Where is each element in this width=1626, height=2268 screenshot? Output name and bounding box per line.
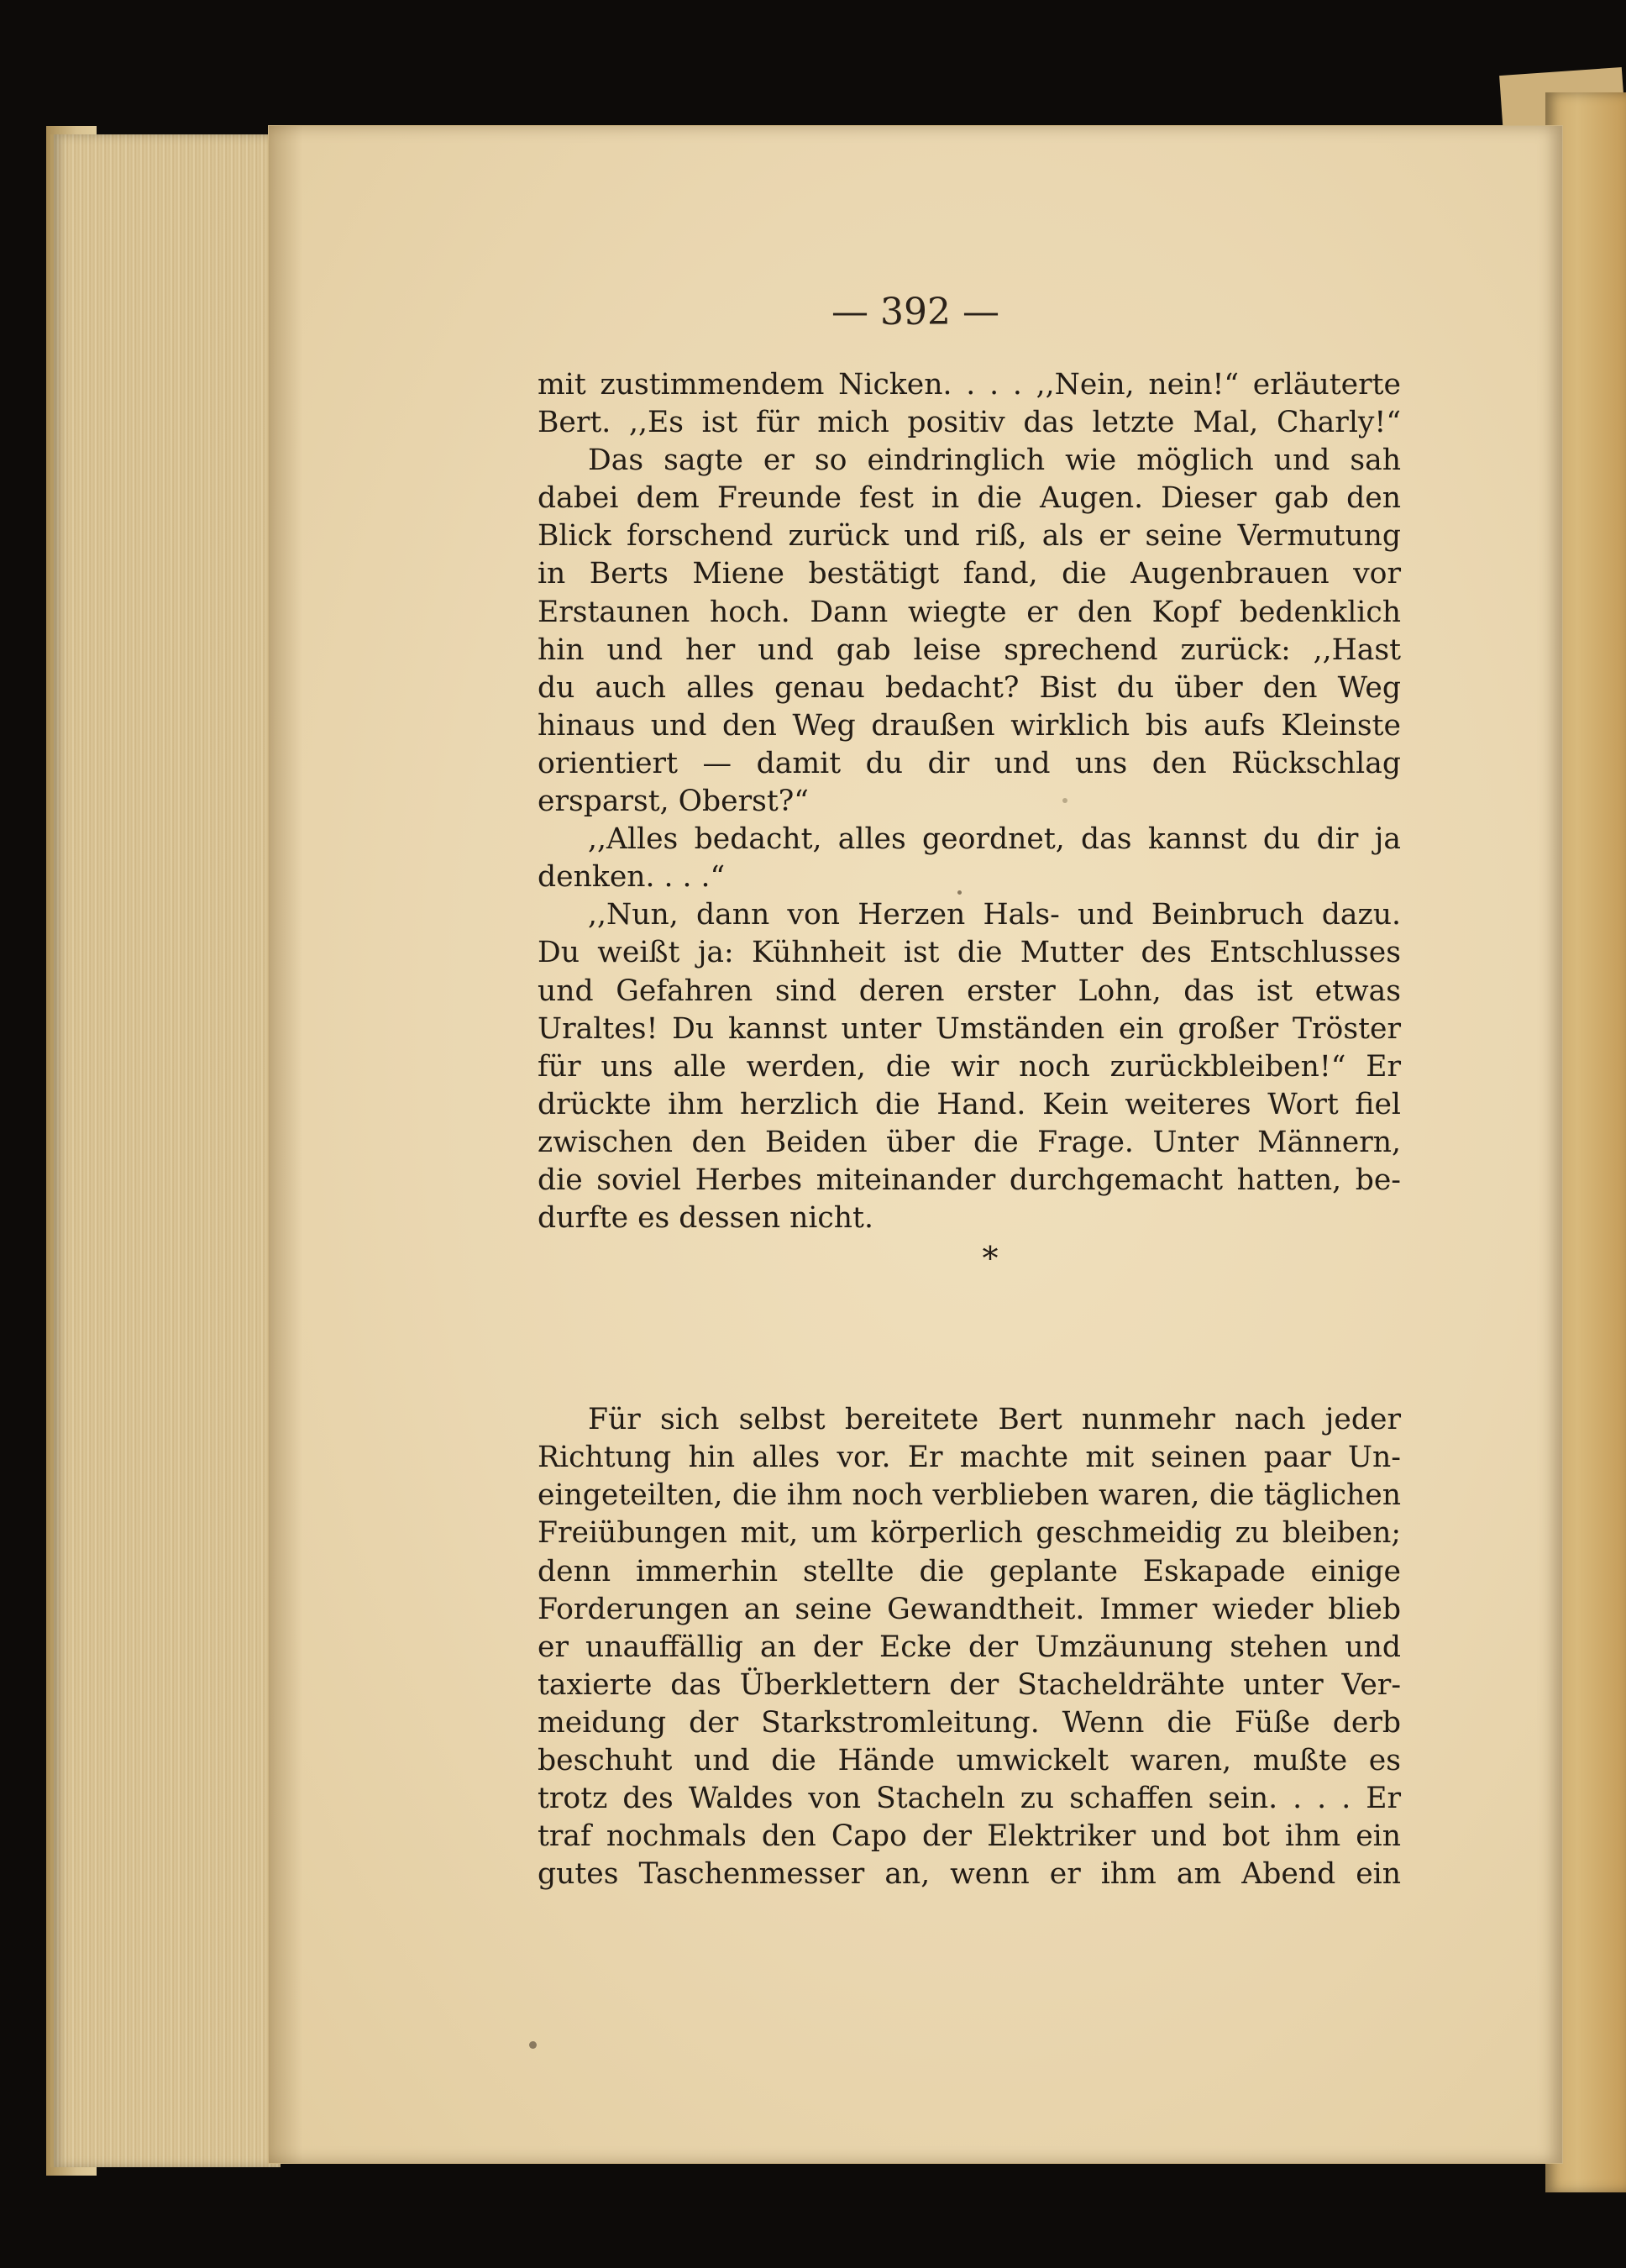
text-line: Das sagte er so eindringlich wie möglich und sah — [588, 444, 1401, 478]
text-line: beschuht und die Hände umwickelt waren, mußte es — [538, 1744, 1401, 1777]
text-line: ,,Alles bedacht, alles geordnet, das kannst du dir ja — [588, 822, 1401, 857]
text-line: Freiübungen mit, um körperlich geschmeidig zu bleiben; — [538, 1516, 1401, 1551]
section-break: * — [982, 1240, 999, 1278]
text-line: trotz des Waldes von Stacheln zu schaffen sein. . . . Er — [538, 1782, 1401, 1816]
text-line: hinaus und den Weg draußen wirklich bis aufs Kleinste — [538, 708, 1401, 743]
text-line: er unauffällig an der Ecke der Umzäunung stehen und — [538, 1630, 1401, 1664]
text-line: eingeteilten, die ihm noch verblieben waren, die täglichen — [538, 1478, 1401, 1513]
text-line: Für sich selbst bereitete Bert nunmehr nach jeder — [588, 1403, 1401, 1437]
body-text — [538, 366, 1401, 1893]
text-line: und Gefahren sind deren erster Lohn, das ist etwas — [538, 974, 1401, 1008]
text-line: Forderungen an seine Gewandtheit. Immer wieder blieb — [538, 1592, 1401, 1626]
text-line: meidung der Starkstromleitung. Wenn die Füße derb — [538, 1705, 1401, 1740]
text-line: dabei dem Freunde fest in die Augen. Dieser gab den — [538, 481, 1401, 516]
text-line: Richtung hin alles vor. Er machte mit seinen paar Un- — [538, 1441, 1401, 1475]
text-line: ersparst, Oberst?“ — [538, 785, 809, 819]
page-stack — [50, 134, 281, 2167]
text-line: die soviel Herbes miteinander durchgemacht hatten, be- — [538, 1163, 1401, 1197]
text-line: traf nochmals den Capo der Elektriker und bot ihm ein — [538, 1819, 1401, 1854]
text-line: ,,Nun, dann von Herzen Hals- und Beinbruch dazu. — [588, 898, 1401, 932]
text-line: taxierte das Überklettern der Stacheldrähte unter Ver- — [538, 1667, 1401, 1702]
text-line: du auch alles genau bedacht? Bist du über den Weg — [538, 670, 1401, 705]
gutter-shadow — [269, 126, 302, 2163]
text-line: Bert. ,,Es ist für mich positiv das letzte Mal, Charly!“ — [538, 406, 1401, 440]
text-line: orientiert — damit du dir und uns den Rückschlag — [538, 746, 1401, 780]
text-line: zwischen den Beiden über die Frage. Unter Männern, — [538, 1125, 1401, 1159]
paper-speck — [529, 2041, 537, 2049]
text-line: Uraltes! Du kannst unter Umständen ein großer Tröster — [538, 1011, 1401, 1046]
text-line: für uns alle werden, die wir noch zurückbleiben!“ Er — [538, 1049, 1401, 1084]
text-line: mit zustimmendem Nicken. . . . ,,Nein, nein!“ erläuterte — [538, 368, 1401, 402]
text-line: Erstaunen hoch. Dann wiegte er den Kopf bedenklich — [538, 595, 1401, 629]
page-number-header: — 392 — — [831, 291, 999, 333]
section-spacing — [538, 1279, 1401, 1401]
text-line: durfte es dessen nicht. — [538, 1201, 873, 1236]
text-line: gutes Taschenmesser an, wenn er ihm am Abend ein — [538, 1857, 1401, 1892]
text-line: Blick forschend zurück und riß, als er seine Vermutung — [538, 519, 1401, 554]
text-line: Du weißt ja: Kühnheit ist die Mutter des Entschlusses — [538, 936, 1401, 970]
text-line: denn immerhin stellte die geplante Eskapade einige — [538, 1554, 1401, 1588]
text-line: drückte ihm herzlich die Hand. Kein weiteres Wort fiel — [538, 1087, 1401, 1121]
text-line: in Berts Miene bestätigt fand, die Augenbrauen vor — [538, 557, 1401, 591]
text-line: denken. . . .“ — [538, 860, 726, 895]
text-line: hin und her und gab leise sprechend zurück: ,,Hast — [538, 633, 1401, 667]
